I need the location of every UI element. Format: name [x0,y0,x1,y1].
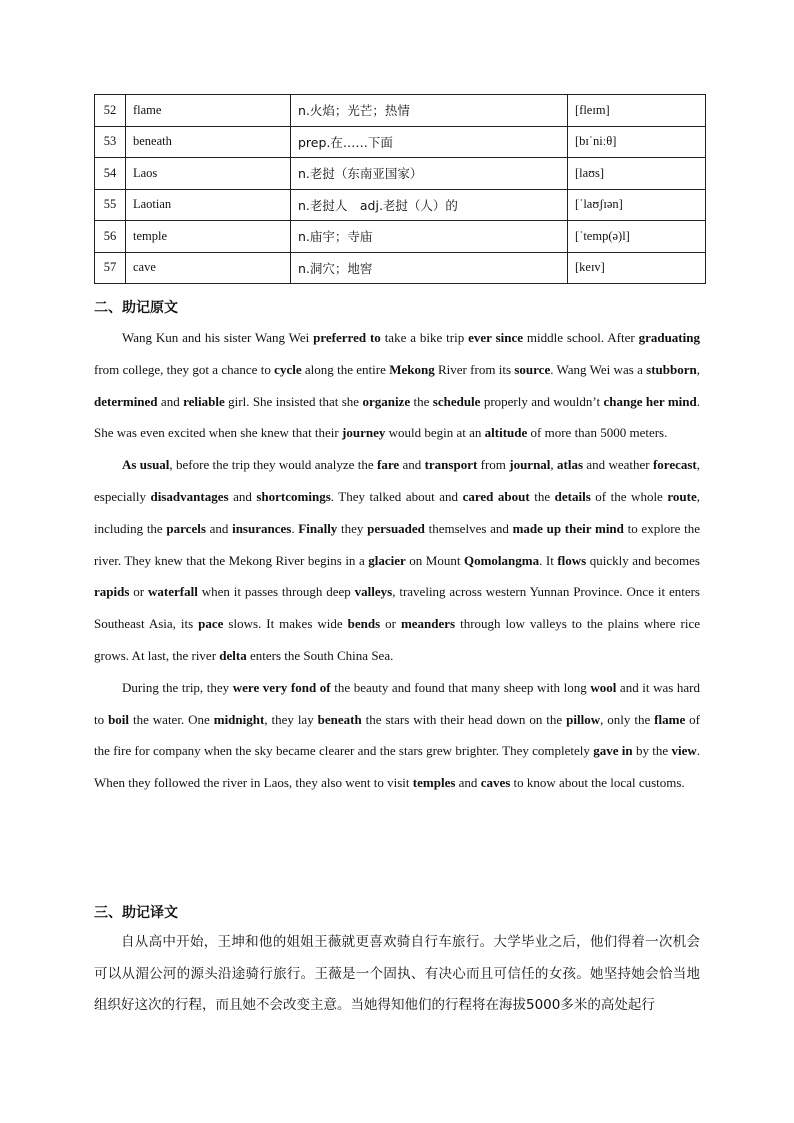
key-vocab-term: forecast [652,457,697,473]
key-vocab-term: waterfall [148,584,198,600]
key-vocab-term: delta [219,647,247,663]
key-vocab-term: view [671,743,697,759]
key-vocab-term: shortcomings [256,488,331,504]
passage-text: the beauty and found that many sheep with long [330,679,591,695]
key-vocab-term: Finally [298,520,338,536]
key-vocab-term: schedule [432,393,481,409]
passage-text: . [291,520,299,536]
passage-paragraph [94,449,700,672]
passage-text: from college, they got a chance to [94,361,275,377]
key-vocab-term: glacier [368,552,406,568]
passage-text: . It [539,552,558,568]
key-vocab-term: details [554,488,591,504]
passage-text: or [380,616,401,632]
passage-text: by the [632,743,672,759]
vocab-pronunciation: [keɪv] [568,252,706,284]
key-vocab-term: insurances [232,520,292,536]
key-vocab-term: cared about [462,488,530,504]
vocab-pronunciation: [ˈlaʊʃɪən] [568,189,706,221]
passage-text: and it was hard to [94,679,700,727]
key-vocab-term: boil [108,711,130,727]
section-heading-original-text: 二、助记原文 [94,300,178,316]
vocab-pronunciation: [bɪˈniːθ] [568,126,706,158]
passage-text: would begin at an [385,425,485,441]
vocab-number: 57 [95,252,126,284]
passage-text: and [228,488,257,504]
vocab-meaning: n.洞穴；地窖 [291,252,568,284]
key-vocab-term: wool [590,679,617,695]
key-vocab-term: determined [94,393,158,409]
passage-text: along the entire [301,361,390,377]
passage-text: , they lay [264,711,318,727]
key-vocab-term: As usual [122,457,170,473]
key-vocab-term: graduating [638,330,700,345]
passage-text: , especially [94,457,700,504]
vocab-number: 54 [95,158,126,190]
passage-text: and [399,457,425,473]
passage-text: , traveling across western Yunnan Province. Once it enters Southeast Asia, its [94,584,700,632]
vocab-pronunciation: [fleɪm] [568,95,706,127]
passage-text: Wang Kun and his sister Wang Wei [122,330,314,345]
key-vocab-term: temples [412,775,456,791]
vocab-pronunciation: [laʊs] [568,158,706,190]
vocab-word: cave [126,252,291,284]
key-vocab-term: midnight [213,711,265,727]
key-vocab-term: were very fond of [232,679,331,695]
passage-text: and [455,775,481,791]
passage-text: the water. One [129,711,214,727]
key-vocab-term: fare [376,457,400,473]
passage-text: on Mount [405,552,464,568]
key-vocab-term: cycle [274,361,302,377]
passage-text: slows. It makes wide [223,616,348,632]
vocab-number: 56 [95,221,126,253]
vocabulary-table [94,94,706,284]
key-vocab-term: journey [342,425,386,441]
key-vocab-term: persuaded [367,520,425,536]
passage-text: of the fire for company when the sky became clearer and the stars grew brighter. They completely [94,711,700,759]
passage-paragraph [94,322,700,449]
key-vocab-term: flows [557,552,587,568]
passage-text: and weather [583,457,653,473]
vocab-row [95,221,706,253]
passage-text: middle school. After [523,330,639,345]
passage-text: , [696,361,700,377]
vocab-number: 53 [95,126,126,158]
passage-text: from [477,457,510,473]
key-vocab-term: disadvantages [150,488,229,504]
vocab-word: temple [126,221,291,253]
vocab-number: 55 [95,189,126,221]
passage-text: the stars with their head down on the [361,711,567,727]
translation-paragraph: 自从高中开始，王坤和他的姐姐王薇就更喜欢骑自行车旅行。大学毕业之后，他们得着一次机会可以从湄公河的源头沿途骑行旅行。王薇是一个固执、有决心而且可信任的女孩。她坚持她会恰当地组织好这次的行程，而且她不会改变主意。当她得知他们的行程将在海拔5000多米的高处起行 [94,934,700,1013]
passage-text: themselves and [424,520,513,536]
vocab-row [95,95,706,127]
key-vocab-term: bends [347,616,381,632]
passage-text: or [129,584,148,600]
vocab-pronunciation: [ˈtemp(ə)l] [568,221,706,253]
vocab-number: 52 [95,95,126,127]
passage-text: to explore the river. They knew that the Mekong River begins in a [94,520,700,568]
mnemonic-passage [94,322,700,799]
passage-text: take a bike trip [380,330,469,345]
passage-text: , including the [94,488,700,536]
passage-text: of the whole [590,488,668,504]
key-vocab-term: preferred to [313,330,381,345]
passage-text: to know about the local customs. [510,775,685,791]
passage-text: . Wang Wei was a [550,361,647,377]
vocab-meaning: n.庙宇；寺庙 [291,221,568,253]
vocab-meaning: n.老挝（东南亚国家） [291,158,568,190]
mnemonic-translation [94,927,700,1022]
passage-text: . They talked about and [330,488,463,504]
section-heading-translation: 三、助记译文 [94,905,178,921]
passage-text: when it passes through deep [197,584,355,600]
passage-text: . She was even excited when she knew that their [94,393,700,441]
key-vocab-term: Mekong [389,361,435,377]
passage-text: , [550,457,558,473]
key-vocab-term: source [514,361,551,377]
vocab-row [95,252,706,284]
key-vocab-term: valleys [354,584,393,600]
vocab-word: flame [126,95,291,127]
key-vocab-term: rapids [94,584,130,600]
passage-text: the [410,393,433,409]
key-vocab-term: beneath [317,711,362,727]
key-vocab-term: change her mind [603,393,697,409]
vocab-word: Laotian [126,189,291,221]
passage-text: enters the South China Sea. [246,647,394,663]
key-vocab-term: gave in [593,743,633,759]
passage-text: properly and wouldn’t [480,393,604,409]
passage-text: the [529,488,555,504]
key-vocab-term: atlas [557,457,584,473]
vocab-meaning: n.火焰；光芒；热情 [291,95,568,127]
key-vocab-term: reliable [183,393,225,409]
passage-text: quickly and becomes [586,552,700,568]
key-vocab-term: altitude [484,425,528,441]
passage-text: and [157,393,184,409]
passage-text: . When they followed the river in Laos, they also went to visit [94,743,700,791]
passage-text: , before the trip they would analyze the [169,457,377,473]
vocab-row [95,126,706,158]
key-vocab-term: flame [654,711,686,727]
vocab-meaning: n.老挝人 adj.老挝（人）的 [291,189,568,221]
passage-text: and [205,520,233,536]
key-vocab-term: pillow [566,711,601,727]
vocab-row [95,158,706,190]
key-vocab-term: pace [198,616,224,632]
key-vocab-term: transport [424,457,478,473]
passage-paragraph [94,672,700,799]
key-vocab-term: route [667,488,697,504]
passage-text: During the trip, they [122,679,233,695]
vocab-word: Laos [126,158,291,190]
key-vocab-term: meanders [400,616,456,632]
passage-text: River from its [434,361,515,377]
vocab-row [95,189,706,221]
key-vocab-term: Qomolangma [463,552,540,568]
key-vocab-term: made up their mind [512,520,624,536]
key-vocab-term: caves [480,775,511,791]
passage-text: of more than 5000 meters. [527,425,668,441]
key-vocab-term: organize [362,393,411,409]
passage-text: they [337,520,368,536]
key-vocab-term: ever since [468,330,524,345]
passage-text: , only the [600,711,655,727]
vocab-word: beneath [126,126,291,158]
key-vocab-term: journal [509,457,551,473]
key-vocab-term: stubborn [646,361,697,377]
passage-text: through low valleys to the plains where rice grows. At last, the river [94,616,700,663]
vocab-meaning: prep.在……下面 [291,126,568,158]
key-vocab-term: parcels [166,520,206,536]
passage-text: girl. She insisted that she [224,393,363,409]
